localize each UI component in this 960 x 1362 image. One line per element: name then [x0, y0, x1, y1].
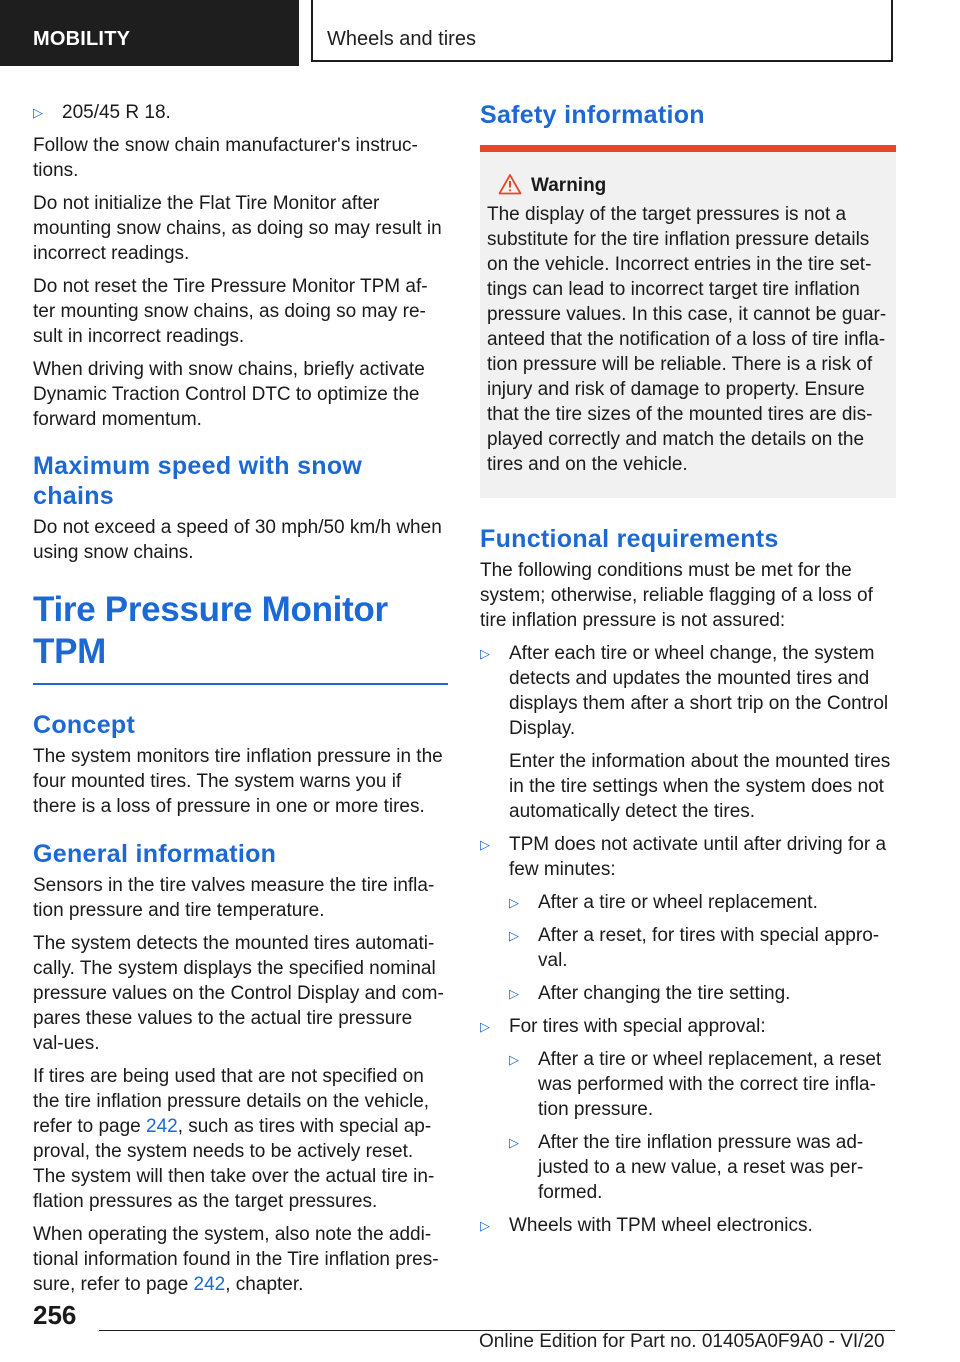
- list-item-text: After each tire or wheel change, the system detects and updates the mounted tires and displays them after a short trip on the Control Display.: [509, 643, 889, 739]
- list-item-text: TPM does not activate until after driving for a few minutes:: [509, 834, 887, 880]
- warning-triangle-icon: [498, 173, 522, 195]
- paragraph: The following conditions must be met for the system; otherwise, reliable flagging of a loss of tire inflation pressure is not assured:: [480, 560, 873, 631]
- warning-text: The display of the target pressures is not a substitute for the tire inflation pressure details on the vehicle. Incorrect entries in the tire set-tings can lead to incorrect target tire inflation pressure values. In this case, it cannot be guar-anteed that the notification of a loss of tire infla-tion pressure will be reliable. There is a risk of injury and risk of damage to property. Ensure that the tire sizes of the mounted tires are dis-played correctly and match the details on the tires and on the vehicle.: [487, 204, 887, 475]
- list-item: [33, 100, 448, 125]
- triangle-bullet-icon: ▷: [509, 1135, 519, 1150]
- header-section-tab: [0, 0, 299, 66]
- heading-max-speed: Maximum speed with snow chains: [33, 452, 363, 510]
- triangle-bullet-icon: ▷: [33, 105, 43, 120]
- paragraph-text: If tires are being used that are not specified on the tire inflation pressure details on the vehicle, refer to page: [33, 1066, 430, 1137]
- paragraph: [33, 1222, 448, 1297]
- triangle-bullet-icon: ▷: [509, 986, 519, 1001]
- triangle-bullet-icon: ▷: [480, 1218, 490, 1233]
- list-item: [480, 1014, 896, 1039]
- page-link[interactable]: 242: [146, 1116, 178, 1137]
- paragraph-text: When operating the system, also note the addi-tional information found in the Tire inflation pres-sure, refer to page: [33, 1224, 439, 1295]
- paragraph: The system detects the mounted tires automati-cally. The system displays the specified nominal pressure values on the Control Display and com-pares these values to the actual tire pressure val-ues.: [33, 933, 444, 1054]
- triangle-bullet-icon: ▷: [509, 928, 519, 943]
- list-item: [509, 1130, 896, 1205]
- header-chapter-tab: [311, 0, 893, 62]
- heading-tpm: Tire Pressure Monitor TPM: [33, 590, 388, 671]
- paragraph: Do not reset the Tire Pressure Monitor TPM af-ter mounting snow chains, as doing so may re-sult in incorrect readings.: [33, 276, 428, 347]
- heading-functional: Functional requirements: [480, 525, 779, 553]
- list-item: [480, 832, 896, 882]
- list-item: [509, 890, 896, 915]
- header-section-label: MOBILITY: [33, 28, 131, 50]
- triangle-bullet-icon: ▷: [480, 837, 490, 852]
- paragraph-text: , chapter.: [225, 1274, 304, 1295]
- list-item-text: 205/45 R 18.: [62, 102, 171, 123]
- left-column: [33, 100, 448, 1305]
- triangle-bullet-icon: ▷: [509, 1052, 519, 1067]
- paragraph-text: , such as tires with special ap-proval, the system needs to be actively reset. The system will then take over the actual tire in-flation pressures as the target pressures.: [33, 1116, 435, 1212]
- list-item-text: After changing the tire setting.: [538, 983, 791, 1004]
- list-item-text: For tires with special approval:: [509, 1016, 766, 1037]
- list-item: [509, 981, 896, 1006]
- list-item-text: Wheels with TPM wheel electronics.: [509, 1215, 813, 1236]
- footer-edition: Online Edition for Part no. 01405A0F9A0 - VI/20: [479, 1331, 885, 1352]
- triangle-bullet-icon: ▷: [480, 1019, 490, 1034]
- heading-rule: [33, 683, 448, 685]
- warning-title: [487, 173, 888, 198]
- paragraph: The system monitors tire inflation pressure in the four mounted tires. The system warns you if there is a loss of pressure in one or more tires.: [33, 746, 443, 817]
- list-item-text: After the tire inflation pressure was ad-justed to a new value, a reset was per-formed.: [538, 1132, 864, 1203]
- paragraph: Do not initialize the Flat Tire Monitor after mounting snow chains, as doing so may result in incorrect readings.: [33, 193, 442, 264]
- heading-safety: Safety information: [480, 101, 705, 129]
- right-column: [480, 100, 896, 1246]
- triangle-bullet-icon: ▷: [480, 646, 490, 661]
- paragraph: When driving with snow chains, briefly activate Dynamic Traction Control DTC to optimize the forward momentum.: [33, 359, 425, 430]
- list-item: [509, 1047, 896, 1122]
- heading-concept: Concept: [33, 711, 136, 739]
- paragraph: Sensors in the tire valves measure the tire infla-tion pressure and tire temperature.: [33, 875, 435, 921]
- paragraph: Follow the snow chain manufacturer's instruc-tions.: [33, 135, 418, 181]
- list-item: [509, 923, 896, 973]
- list-item: [480, 1213, 896, 1238]
- header-chapter-label: Wheels and tires: [327, 28, 476, 50]
- list-item-text: After a tire or wheel replacement, a reset was performed with the correct tire infla-tion pressure.: [538, 1049, 882, 1120]
- list-item: [480, 641, 896, 824]
- list-item-text: After a tire or wheel replacement.: [538, 892, 818, 913]
- page-number: 256: [33, 1300, 77, 1330]
- warning-title-text: Warning: [531, 175, 607, 196]
- list-item-text: After a reset, for tires with special appro-val.: [538, 925, 880, 971]
- heading-general-info: General information: [33, 840, 277, 868]
- paragraph: Do not exceed a speed of 30 mph/50 km/h when using snow chains.: [33, 517, 442, 563]
- warning-box: [480, 145, 896, 498]
- triangle-bullet-icon: ▷: [509, 895, 519, 910]
- paragraph: [33, 1064, 448, 1214]
- page-link[interactable]: 242: [193, 1274, 226, 1295]
- list-item-subtext: Enter the information about the mounted tires in the tire settings when the system does not automatically detect the tires.: [509, 751, 891, 822]
